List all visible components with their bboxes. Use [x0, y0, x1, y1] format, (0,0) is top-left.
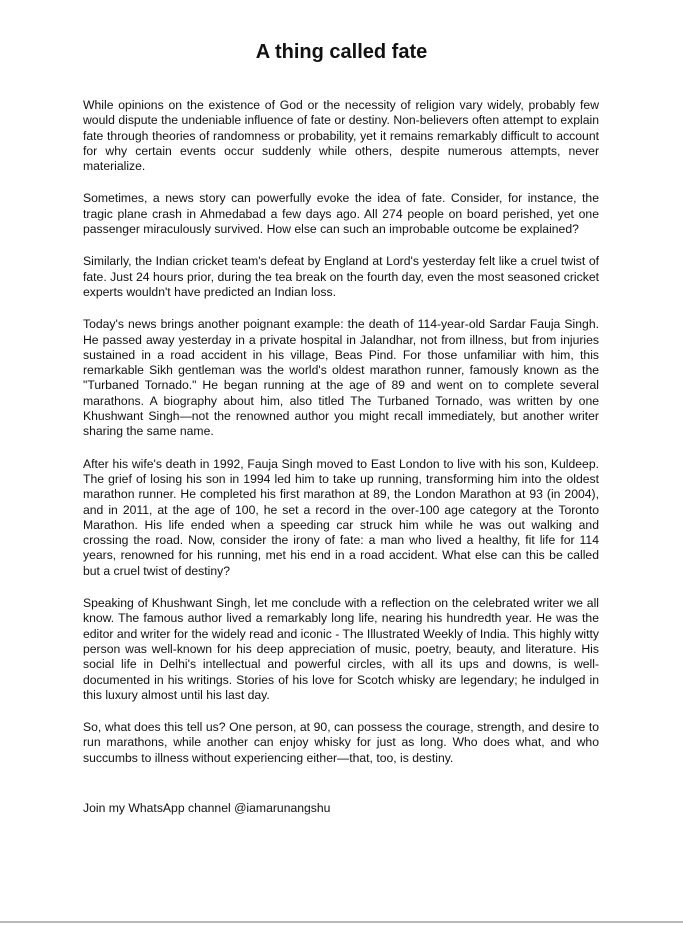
page-bottom-divider — [0, 921, 683, 923]
whatsapp-channel-note: Join my WhatsApp channel @iamarunangshu — [83, 800, 331, 815]
paragraph-6: Speaking of Khushwant Singh, let me conclude with a reflection on the celebrated writer we all know. The famous author lived a remarkably long life, nearing his hundredth year. He was the editor and writer for the widely read and iconic - The Illustrated Weekly of India. This highly witty person was well-known for his deep appreciation of music, poetry, beauty, and literature. His social life in Delhi's intellectual and powerful circles, with all its ups and downs, is well-documented in his writings. Stories of his love for Scotch whisky are legendary; he indulged in this luxury almost until his last day. — [83, 596, 599, 702]
paragraph-3: Similarly, the Indian cricket team's defeat by England at Lord's yesterday felt like a cruel twist of fate. Just 24 hours prior, during the tea break on the fourth day, even the most seasoned cricket experts wouldn't have predicted an Indian loss. — [83, 254, 599, 299]
paragraph-7: So, what does this tell us? One person, at 90, can possess the courage, strength, and desire to run marathons, while another can enjoy whisky for just as long. Who does what, and who succumbs to illness without experiencing either—that, too, is destiny. — [83, 720, 599, 765]
paragraph-5: After his wife's death in 1992, Fauja Singh moved to East London to live with his son, Kuldeep. The grief of losing his son in 1994 led him to take up running, transforming him into the oldest marathon runner. He completed his first marathon at 89, the London Marathon at 93 (in 2004), and in 2011, at the age of 100, he set a record in the over-100 age category at the Toronto Marathon. His life ended when a speeding car struck him while he was out walking and crossing the road. Now, consider the irony of fate: a man who lived a healthy, fit life for 114 years, renowned for his running, met his end in a road accident. What else can this be called but a cruel twist of destiny? — [83, 456, 599, 578]
article-body — [83, 98, 599, 816]
paragraph-2: Sometimes, a news story can powerfully evoke the idea of fate. Consider, for instance, the tragic plane crash in Ahmedabad a few days ago. All 274 people on board perished, yet one passenger miraculously survived. How else can such an improbable outcome be explained? — [83, 191, 599, 237]
paragraph-1: While opinions on the existence of God or the necessity of religion vary widely, probably few would dispute the undeniable influence of fate or destiny. Non-believers often attempt to explain fate through theories of randomness or probability, yet it remains remarkably difficult to account for why certain events occur suddenly while others, despite numerous attempts, never materialize. — [83, 98, 599, 174]
paragraph-4: Today's news brings another poignant example: the death of 114-year-old Sardar Fauja Singh. He passed away yesterday in a private hospital in Jalandhar, not from illness, but from injuries sustained in a road accident in his village, Beas Pind. For those unfamiliar with him, this remarkable Sikh gentleman was the world's oldest marathon runner, famously known as the "Turbaned Tornado." He began running at the age of 89 and went on to complete several marathons. A biography about him, also titled The Turbaned Tornado, was written by one Khushwant Singh—not the renowned author you might recall immediately, but another writer sharing the same name. — [83, 317, 599, 439]
page-title: A thing called fate — [255, 41, 428, 63]
